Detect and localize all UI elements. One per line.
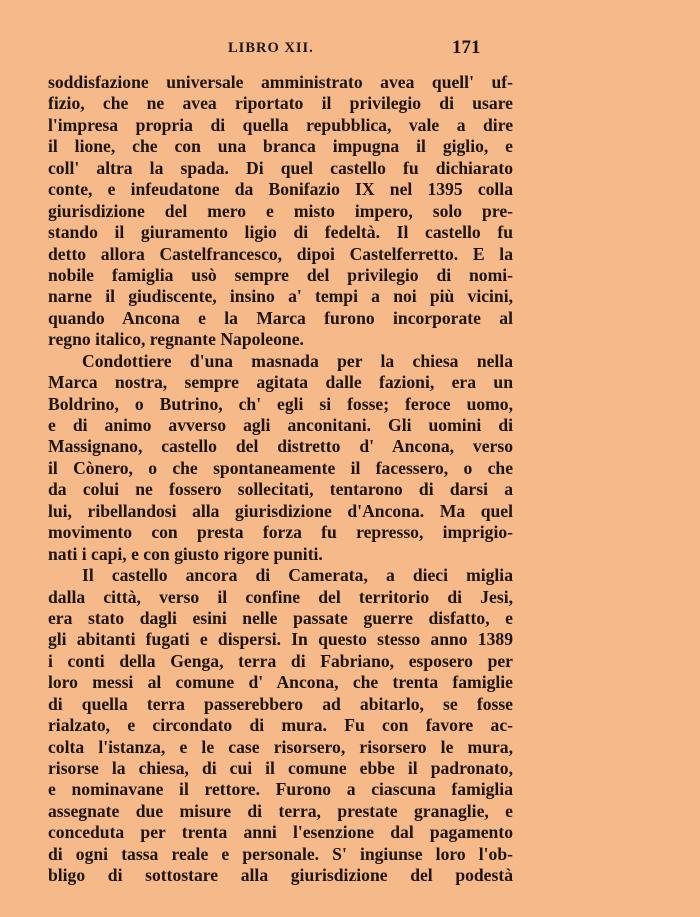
text-line: il lione, che con una branca impugna il giglio, e	[48, 136, 513, 157]
text-line: e nominavane il rettore. Furono a ciascuna famiglia	[48, 779, 513, 800]
text-line: Condottiere d'una masnada per la chiesa nella	[82, 350, 513, 371]
chapter-title: LIBRO XII.	[228, 40, 314, 56]
text-line: rialzato, e circondato di mura. Fu con favore ac-	[48, 715, 513, 736]
text-line: Boldrino, o Butrino, ch' egli si fosse; feroce uomo,	[48, 393, 513, 414]
text-line: soddisfazione universale amministrato avea quell' uf-	[48, 72, 513, 92]
text-line: loro messi al comune d' Ancona, che trenta famiglie	[48, 672, 513, 693]
text-line: Massignano, castello del distretto d' Ancona, verso	[48, 436, 513, 457]
text-line: dalla città, verso il confine del territorio di Jesi,	[48, 586, 513, 607]
text-line: era stato dagli esini nelle passate guerre disfatto, e	[48, 607, 513, 628]
text-line: fizio, che ne avea riportato il privilegio di usare	[48, 93, 513, 114]
text-line: il Cònero, o che spontaneamente il facessero, o che	[48, 457, 513, 478]
text-line: lui, ribellandosi alla giurisdizione d'Ancona. Ma quel	[48, 500, 513, 521]
text-line: nati i capi, e con giusto rigore puniti.	[48, 543, 323, 564]
text-line: risorse la chiesa, di cui il comune ebbe il padronato,	[48, 758, 513, 778]
text-line: bligo di sottostare alla giurisdizione del podestà	[48, 865, 513, 886]
text-line: Il castello ancora di Camerata, a dieci miglia	[82, 565, 513, 586]
text-line: colta l'istanza, e le case risorsero, risorsero le mura,	[48, 736, 513, 757]
text-line: quando Ancona e la Marca furono incorporate al	[48, 307, 513, 328]
text-line: di quella terra passerebbero ad abitarlo, se fosse	[48, 693, 513, 714]
text-line: Marca nostra, sempre agitata dalle fazioni, era un	[48, 372, 513, 393]
text-line: movimento con presta forza fu represso, imprigio-	[48, 522, 513, 543]
text-line: stando il giuramento ligio di fedeltà. Il castello fu	[48, 222, 513, 243]
text-line: assegnate due misure di terra, prestate granaglie, e	[48, 800, 513, 821]
text-line: narne il giudiscente, insino a' tempi a noi più vicini,	[48, 286, 513, 307]
text-line: conte, e infeudatone da Bonifazio IX nel 1395 colla	[48, 179, 513, 200]
text-line: i conti della Genga, terra di Fabriano, esposero per	[48, 650, 513, 671]
text-line: gli abitanti fugati e dispersi. In questo stesso anno 1389	[48, 629, 513, 650]
text-line: regno italico, regnante Napoleone.	[48, 329, 304, 350]
text-line: coll' altra la spada. Di quel castello fu dichiarato	[48, 157, 513, 178]
text-line: giurisdizione del mero e misto impero, solo pre-	[48, 200, 513, 221]
running-head	[0, 37, 700, 62]
text-line: di ogni tassa reale e personale. S' ingiunse loro l'ob-	[48, 843, 513, 864]
body-text	[48, 72, 513, 887]
text-line: nobile famiglia usò sempre del privilegio di nomi-	[48, 264, 513, 285]
text-line: da colui ne fossero sollecitati, tentarono di darsi a	[48, 479, 513, 500]
text-line: detto allora Castelfrancesco, dipoi Castelferretto. E la	[48, 243, 513, 264]
text-line: l'impresa propria di quella repubblica, vale a dire	[48, 114, 513, 135]
text-line: e di animo avverso agli anconitani. Gli uomini di	[48, 415, 513, 435]
text-line: conceduta per trenta anni l'esenzione dal pagamento	[48, 822, 513, 843]
page-number: 171	[452, 37, 481, 58]
